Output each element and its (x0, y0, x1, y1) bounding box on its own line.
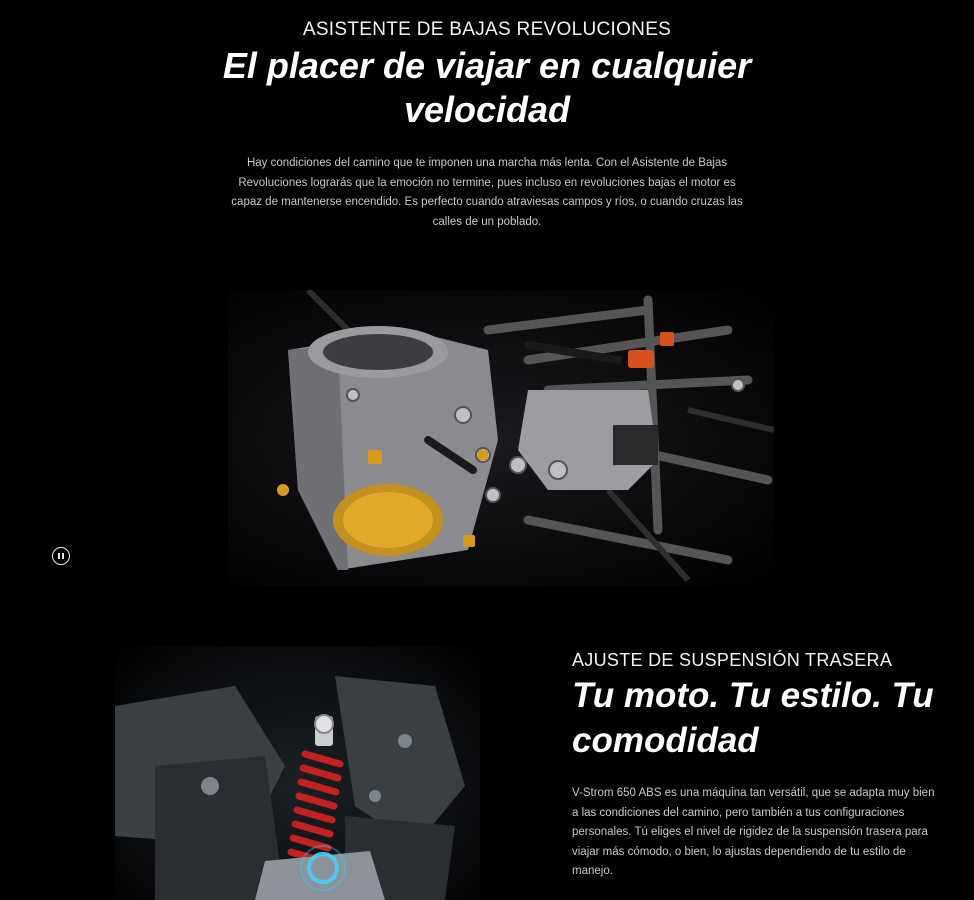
section-eyebrow: ASISTENTE DE BAJAS REVOLUCIONES (302, 19, 672, 40)
section-eyebrow: AJUSTE DE SUSPENSIÓN TRASERA (572, 650, 893, 670)
section-description: V-Strom 650 ABS es una máquina tan versátil, que se adapta muy bien a las condiciones del camino, pero también a tus configuraciones personales. Tú eliges el nivel de rigidez de la suspensión trasera para viajar más cómodo, o bien, lo ajustas dependiendo de tu estilo de manejo. (572, 787, 935, 877)
rear-suspension-section (0, 620, 974, 900)
pause-video-button[interactable] (52, 547, 70, 565)
rear-shock-image (115, 646, 480, 900)
section-description: Hay condiciones del camino que te imponen una marcha más lenta. Con el Asistente de Bajas Revoluciones lograrás que la emoción no termine, pues incluso en revoluciones bajas el motor es capaz de mantenerse encendido. Es perfecto cuando atraviesas campos y ríos, o cuando cruzas las calles de un poblado. (231, 157, 743, 228)
rear-shock-illustration (115, 646, 480, 900)
throttle-body-illustration (228, 290, 774, 586)
throttle-body-image (228, 290, 774, 586)
section-title: Tu moto. Tu estilo. Tu comodidad (572, 676, 934, 760)
section-title: El placer de viajar en cualquier velocidad (222, 45, 752, 130)
